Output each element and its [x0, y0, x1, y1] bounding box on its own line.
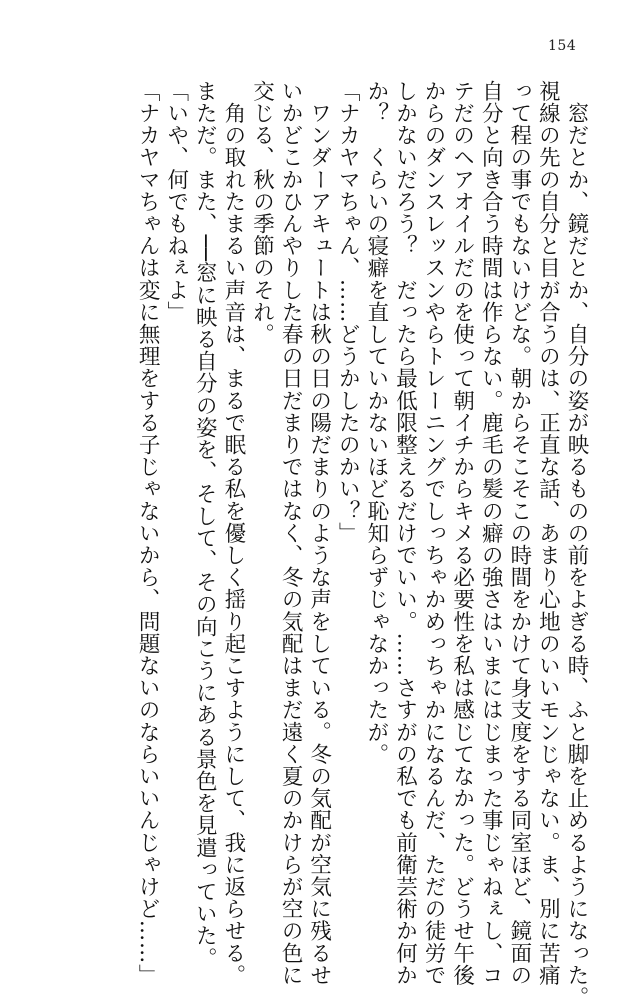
dialogue-line: 「ナカヤマちゃんは変に無理をする子じゃないから、問題ないのならいいんじゃけど……」 — [135, 80, 161, 987]
text-line: 自分と向き合う時間は作らない。鹿毛の髪の癖の強さはいまにはじまった事じゃねぇし、コ — [478, 80, 504, 987]
text-line: 交じる、秋の季節のそれ。 — [249, 80, 275, 346]
page-number: 154 — [548, 38, 577, 54]
text-line: まただ。また、──窓に映る自分の姿を、そして、その向こうにある景色を見遣っていた。 — [192, 80, 218, 969]
text-line: って程の事でもないけどな。朝からそこそこの時間をかけて身支度をする同室ほど、鏡面の — [506, 80, 532, 987]
vertical-text-body — [30, 80, 590, 1008]
text-line: ワンダーアキュートは秋の日の陽だまりのような声をしている。冬の気配が空気に残るせ — [306, 80, 332, 987]
text-line: テだのヘアオイルだのを使って朝イチからキメる必要性を私は感じてなかった。どうせ午後 — [449, 80, 475, 987]
dialogue-line: 「ナカヤマちゃん、……どうかしたのかい？」 — [335, 80, 361, 545]
dialogue-line: 「いや、何でもねぇよ」 — [163, 80, 189, 324]
text-line: 窓だとか、鏡だとか、自分の姿が映るものの前をよぎる時、ふと脚を止めるようになった。 — [564, 80, 589, 1008]
text-line: しかないだろう？ だったら最低限整えるだけでいい。……さすがの私でも前衛芸術か何か — [392, 80, 418, 987]
text-line: 角の取れたまるい声音は、まるで眠る私を優しく揺り起こすようにして、我に返らせる。 — [220, 80, 246, 987]
text-line: か？ くらいの寝癖を直していかないほど恥知らずじゃなかったが。 — [363, 80, 389, 766]
text-line: 視線の先の自分と目が合うのは、正直な話、あまり心地のいいモンじゃない。ま、別に苦痛 — [535, 80, 561, 987]
text-line: からのダンスレッスンやらトレーニングでしっちゃかめっちゃかになるんだ、ただの徒労で — [421, 80, 447, 987]
text-line: いかどこかひんやりした春の日だまりではなく、冬の気配はまだ遠く夏のかけらが空の色に — [278, 80, 304, 987]
